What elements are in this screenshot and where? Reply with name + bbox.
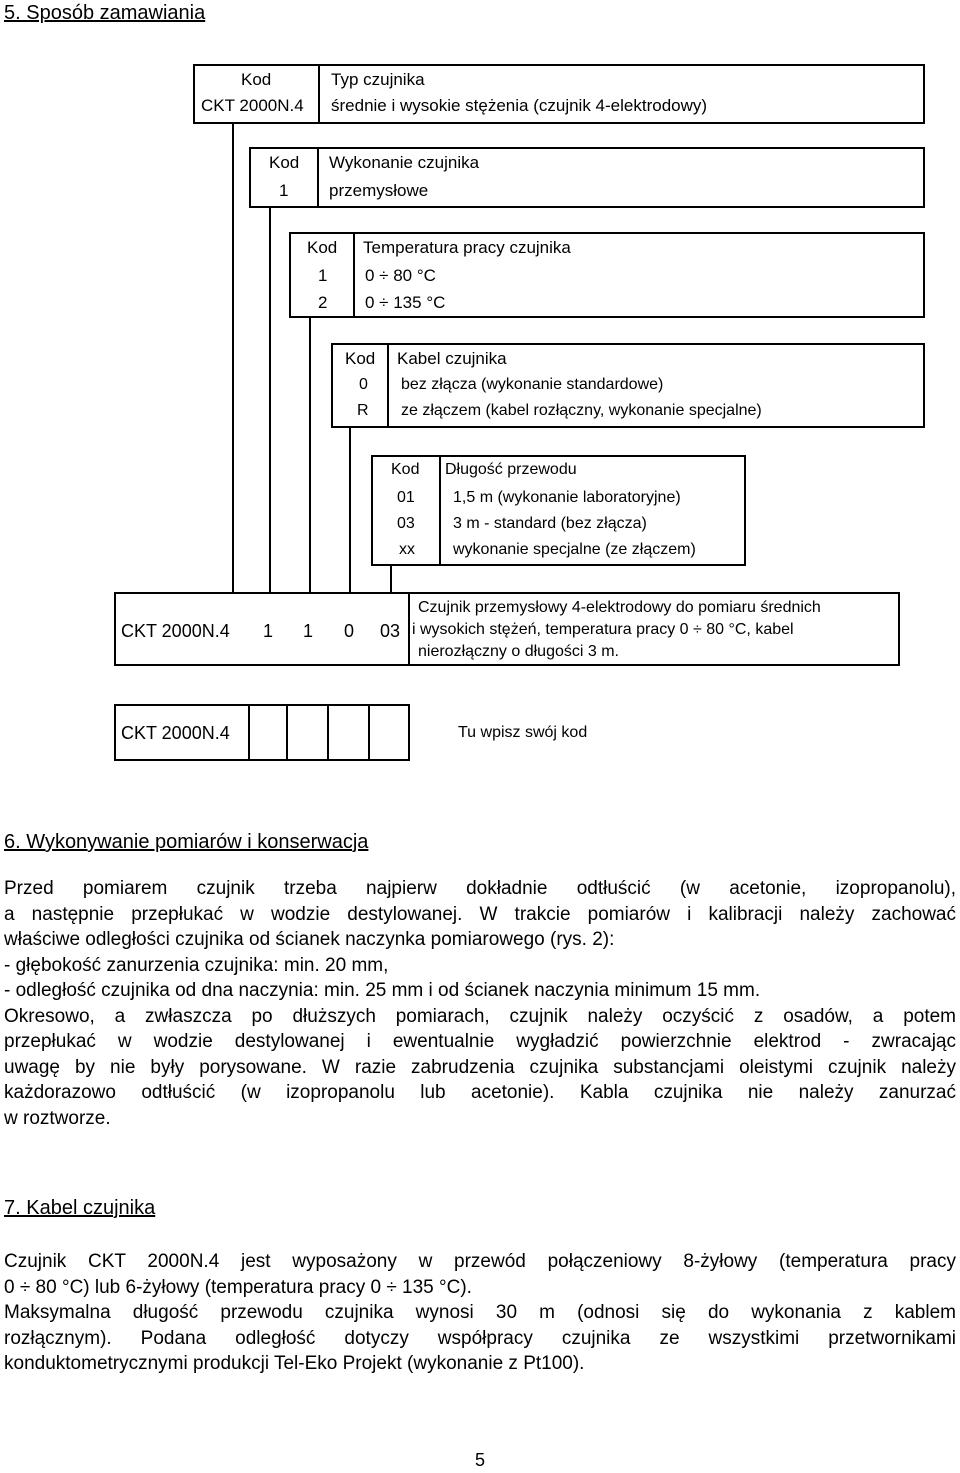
cable-length-code: xx — [399, 541, 415, 558]
code-field-length[interactable] — [369, 706, 408, 759]
execution-desc: przemysłowe — [329, 181, 429, 200]
paragraph-line: a następnie przepłukać w wodzie destylowanej. W trakcie pomiarów i kalibracji należy zachować — [4, 903, 956, 925]
paragraph-line: Przed pomiarem czujnik trzeba najpierw dokładnie odtłuścić (w acetonie, izopropanolu), — [4, 878, 956, 899]
sensor-type-title: Typ czujnika — [331, 70, 425, 89]
example-model: CKT 2000N.4 — [121, 621, 230, 641]
kod-label: Kod — [391, 461, 420, 478]
connector-line-type — [232, 124, 234, 592]
temperature-code: 1 — [318, 266, 328, 285]
paragraph-line: przepłukać w wodzie destylowanej i ewentualnie wygładzić powierzchnie elektrod - zwracając — [4, 1031, 956, 1052]
cable-desc: ze złączem (kabel rozłączny, wykonanie specjalne) — [401, 402, 762, 419]
execution-code: 1 — [279, 181, 289, 200]
order-model: CKT 2000N.4 — [121, 723, 230, 743]
temperature-code: 2 — [318, 293, 328, 312]
section-6-heading: 6. Wykonywanie pomiarów i konserwacja — [4, 831, 369, 853]
column-divider — [408, 594, 410, 664]
example-desc-line: nierozłączny o długości 3 m. — [418, 643, 619, 660]
column-divider — [317, 149, 319, 206]
order-code-hint: Tu wpisz swój kod — [458, 724, 588, 741]
cable-length-desc: wykonanie specjalne (ze złączem) — [453, 541, 696, 558]
temperature-desc: 0 ÷ 80 °C — [365, 266, 436, 285]
kod-label: Kod — [307, 238, 338, 257]
cable-length-box — [371, 455, 746, 566]
example-code-cable: 0 — [344, 621, 355, 641]
cable-title: Kabel czujnika — [397, 349, 507, 368]
connector-line-exec — [269, 206, 271, 592]
connector-line-length — [390, 566, 392, 592]
paragraph-line: uwagę by nie były porysowane. W razie zabrudzenia czujnika substancjami oleistymi czujnik należy — [4, 1056, 956, 1078]
cable-length-title: Długość przewodu — [445, 461, 577, 478]
cable-length-desc: 3 m - standard (bez złącza) — [453, 515, 647, 532]
cable-code: 0 — [359, 376, 368, 393]
temperature-title: Temperatura pracy czujnika — [363, 238, 571, 257]
kod-label: Kod — [345, 349, 376, 368]
cable-length-desc: 1,5 m (wykonanie laboratoryjne) — [453, 489, 681, 506]
section-6-body — [4, 876, 956, 1131]
code-field-temp[interactable] — [287, 706, 327, 759]
cable-desc: bez złącza (wykonanie standardowe) — [401, 376, 664, 393]
cable-code: R — [357, 402, 369, 419]
kod-label: Kod — [241, 70, 272, 89]
column-divider — [318, 66, 320, 122]
example-desc-line: Czujnik przemysłowy 4-elektrodowy do pomiaru średnich — [418, 599, 821, 616]
cable-length-code: 03 — [397, 515, 415, 532]
sensor-type-box — [193, 64, 925, 124]
cable-box — [331, 343, 925, 428]
kod-label: Kod — [269, 153, 300, 172]
paragraph-line: Czujnik CKT 2000N.4 jest wyposażony w przewód połączeniowy 8-żyłowy (temperatura pracy — [4, 1251, 956, 1272]
column-divider — [439, 457, 441, 564]
example-code-box — [114, 592, 900, 666]
example-code-exec: 1 — [263, 621, 274, 641]
section-7-body — [4, 1249, 956, 1377]
sensor-type-desc: średnie i wysokie stężenia (czujnik 4-elektrodowy) — [331, 96, 708, 115]
example-code-length: 03 — [380, 621, 401, 641]
section-7-heading: 7. Kabel czujnika — [4, 1197, 156, 1219]
temperature-desc: 0 ÷ 135 °C — [365, 293, 446, 312]
paragraph-line: 0 ÷ 80 °C) lub 6-żyłowy (temperatura pracy 0 ÷ 135 °C). — [4, 1276, 472, 1298]
paragraph-line: - głębokość zanurzenia czujnika: min. 20 mm, — [4, 954, 389, 976]
connector-line-temp — [309, 318, 311, 592]
example-desc-line: i wysokich stężeń, temperatura pracy 0 ÷ 80 °C, kabel — [412, 621, 794, 638]
paragraph-line: Okresowo, a zwłaszcza po dłuższych pomiarach, czujnik należy oczyścić z osadów, a potem — [4, 1005, 956, 1027]
paragraph-line: - odległość czujnika od dna naczynia: min. 25 mm i od ścianek naczynia minimum 15 mm. — [4, 980, 761, 1001]
column-divider — [353, 234, 355, 316]
cable-length-code: 01 — [397, 489, 415, 506]
paragraph-line: właściwe odległości czujnika od ścianek naczynka pomiarowego (rys. 2): — [4, 929, 615, 950]
sensor-type-code: CKT 2000N.4 — [201, 96, 304, 115]
code-field-cable[interactable] — [328, 706, 368, 759]
paragraph-line: w roztworze. — [4, 1107, 111, 1129]
column-divider — [387, 345, 389, 426]
temperature-box — [289, 232, 925, 318]
execution-title: Wykonanie czujnika — [329, 153, 480, 172]
paragraph-line: Maksymalna długość przewodu czujnika wynosi 30 m (odnosi się do wykonania z kablem — [4, 1302, 956, 1323]
paragraph-line: rozłącznym). Podana odległość dotyczy współpracy czujnika ze wszystkimi przetwornikami — [4, 1327, 956, 1349]
example-code-temp: 1 — [303, 621, 314, 641]
order-code-form — [114, 704, 410, 761]
paragraph-line: każdorazowo odtłuścić (w izopropanolu lub acetonie). Kabla czujnika nie należy zanurzać — [4, 1082, 956, 1103]
connector-line-cable — [349, 428, 351, 592]
sensor-execution-box — [249, 147, 925, 208]
section-5-heading: 5. Sposób zamawiania — [4, 2, 206, 24]
paragraph-line: konduktometrycznymi produkcji Tel-Eko Projekt (wykonanie z Pt100). — [4, 1353, 585, 1374]
page-number: 5 — [474, 1450, 485, 1470]
code-field-exec[interactable] — [249, 706, 286, 759]
